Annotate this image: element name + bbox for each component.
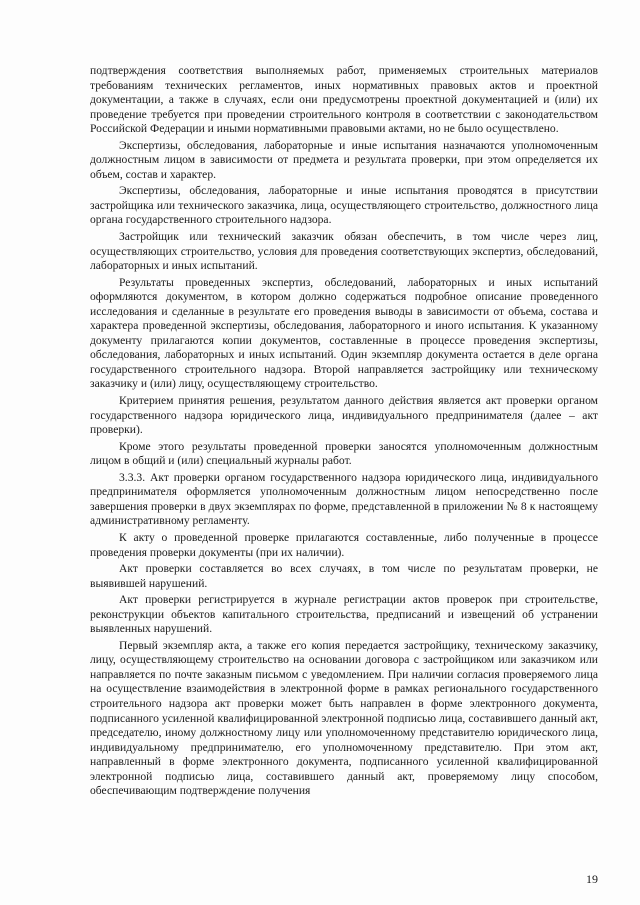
paragraph: Акт проверки составляется во всех случаях, в том числе по результатам проверки, не выявившей нарушений. <box>90 562 598 590</box>
body-text <box>90 64 598 799</box>
paragraph: Застройщик или технический заказчик обязан обеспечить, в том числе через лиц, осуществляющих строительство, условия для проведения соответствующих экспертиз, обследований, лабораторных и иных испытаний. <box>90 230 598 273</box>
paragraph: Акт проверки регистрируется в журнале регистрации актов проверок при строительстве, реконструкции объектов капитального строительства, предписаний и извещений об устранении выявленных нарушений. <box>90 593 598 636</box>
paragraph-continuation: подтверждения соответствия выполняемых работ, применяемых строительных материалов требованиям технических регламентов, иных нормативных правовых актов и проектной документации, а также в случаях, если они предусмотрены проектной документацией и (или) их проведение требуется при проведении строительного контроля в соответствии с законодательством Российской Федерации и иными нормативными правовыми актами, но не было осуществлено. <box>90 64 598 136</box>
paragraph: Первый экземпляр акта, а также его копия передается застройщику, техническому заказчику, лицу, осуществляющему строительство на основании договора с застройщиком или заказчиком или направляется по почте заказным письмом с уведомлением. При наличии согласия проверяемого лица на осуществление взаимодействия в электронной форме в рамках регионального государственного строительного надзора акт проверки может быть направлен в форме электронного документа, подписанного усиленной квалифицированной электронной подписью лица, составившего данный акт, председателю, иному должностному лицу или уполномоченному представителю юридического лица, индивидуальному предпринимателю, его уполномоченному представителю. При этом акт, направленный в форме электронного документа, подписанного усиленной квалифицированной электронной подписью лица, составившего данный акт, проверяемому лицу способом, обеспечивающим подтверждение получения <box>90 638 598 798</box>
section-paragraph-3-3-3: 3.3.3. Акт проверки органом государственного надзора юридического лица, индивидуального предпринимателя оформляется уполномоченным должностным лицом непосредственно после завершения проверки в двух экземплярах по форме, представленной в приложении № 8 к настоящему административному регламенту. <box>90 470 598 528</box>
paragraph: Экспертизы, обследования, лабораторные и иные испытания назначаются уполномоченным должностным лицом в зависимости от предмета и результата проверки, при этом определяется их объем, состав и характер. <box>90 138 598 181</box>
paragraph: Критерием принятия решения, результатом данного действия является акт проверки органом государственного надзора юридического лица, индивидуального предпринимателя (далее – акт проверки). <box>90 394 598 437</box>
page-number: 19 <box>586 872 598 886</box>
paragraph: Экспертизы, обследования, лабораторные и иные испытания проводятся в присутствии застройщика или технического заказчика, лица, осуществляющего строительство, должностного лица органа государственного строительного надзора. <box>90 184 598 227</box>
paragraph: Кроме этого результаты проведенной проверки заносятся уполномоченным должностным лицом в общий и (или) специальный журналы работ. <box>90 439 598 468</box>
paragraph: Результаты проведенных экспертиз, обследований, лабораторных и иных испытаний оформляются документом, в котором должно содержаться подробное описание проведенного исследования и сделанные в результате его проведения выводы в зависимости от объема, состава и характера проведенной экспертизы, обследования, лабораторного и иного испытания. К указанному документу прилагаются копии документов, составленные в процессе проведения экспертизы, обследования, лабораторных и иных испытаний. Один экземпляр документа остается в деле органа государственного строительного надзора. Второй направляется застройщику или техническому заказчику и (или) лицу, осуществляющему строительство. <box>90 275 598 391</box>
paragraph: К акту о проведенной проверке прилагаются составленные, либо полученные в процессе проведения проверки документы (при их наличии). <box>90 530 598 559</box>
